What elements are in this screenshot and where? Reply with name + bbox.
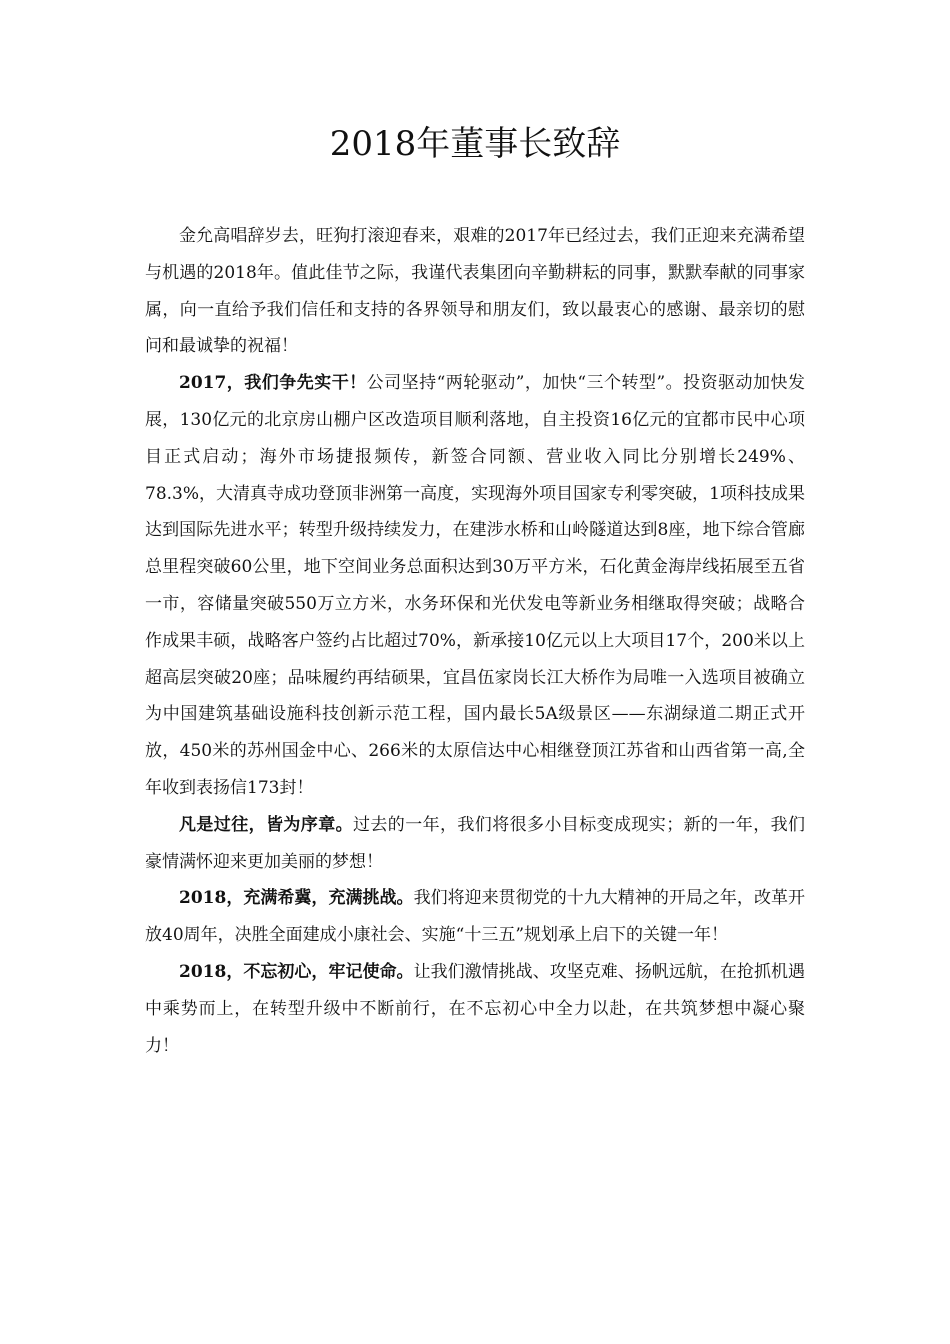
paragraph-text: 金允高唱辞岁去，旺狗打滚迎春来，艰难的2017年已经过去，我们正迎来充满希望与机遇的2018年。值此佳节之际，我谨代表集团向辛勤耕耘的同事，默默奉献的同事家属，向一直给予我们信任和支持的各界领导和朋友们，致以最衷心的感谢、最亲切的慰问和最诚挚的祝福！ bbox=[145, 226, 805, 357]
paragraph-lead: 凡是过往，皆为序章。 bbox=[179, 814, 353, 835]
paragraph-lead: 2018，充满希冀，充满挑战。 bbox=[179, 888, 414, 909]
paragraph-past bbox=[145, 807, 805, 881]
paragraph-2018-hope bbox=[145, 880, 805, 954]
paragraph-2017 bbox=[145, 365, 805, 807]
paragraph-text: 公司坚持“两轮驱动”，加快“三个转型”。投资驱动加快发展，130亿元的北京房山棚户区改造项目顺利落地，自主投资16亿元的宜都市民中心项目正式启动；海外市场捷报频传，新签合同额、营业收入同比分别增长249%、78.3%，大清真寺成功登顶非洲第一高度，实现海外项目国家专利零突破，1项科技成果达到国际先进水平；转型升级持续发力，在建涉水桥和山岭隧道达到8座，地下综合管廊总里程突破60公里，地下空间业务总面积达到30万平方米，石化黄金海岸线拓展至五省一市，容储量突破550万立方米，水务环保和光伏发电等新业务相继取得突破；战略合作成果丰硕，战略客户签约占比超过70%，新承接10亿元以上大项目17个，200米以上超高层突破20座；品味履约再结硕果，宜昌伍家岗长江大桥作为局唯一入选项目被确立为中国建筑基础设施科技创新示范工程，国内最长5A级景区——东湖绿道二期正式开放，450米的苏州国金中心、266米的太原信达中心相继登顶江苏省和山西省第一高,全年收到表扬信173封！ bbox=[145, 373, 805, 798]
paragraph-lead: 2017，我们争先实干！ bbox=[179, 373, 367, 394]
paragraph-text: 过去的一年，我们将很多小目标变成现实；新的一年，我们豪情满怀迎来更加美丽的梦想！ bbox=[145, 814, 805, 872]
paragraph-2018-mission bbox=[145, 954, 805, 1064]
paragraph-text: 我们将迎来贯彻党的十九大精神的开局之年，改革开放40周年，决胜全面建成小康社会、实施“十三五”规划承上启下的关键一年！ bbox=[145, 888, 805, 946]
paragraph-intro bbox=[145, 218, 805, 365]
document-body bbox=[145, 218, 805, 1064]
paragraph-lead: 2018，不忘初心，牢记使命。 bbox=[179, 961, 414, 982]
page-title: 2018年董事长致辞 bbox=[329, 124, 621, 164]
paragraph-text: 让我们激情挑战、攻坚克难、扬帆远航，在抢抓机遇中乘势而上，在转型升级中不断前行，在不忘初心中全力以赴，在共筑梦想中凝心聚力！ bbox=[145, 961, 805, 1056]
